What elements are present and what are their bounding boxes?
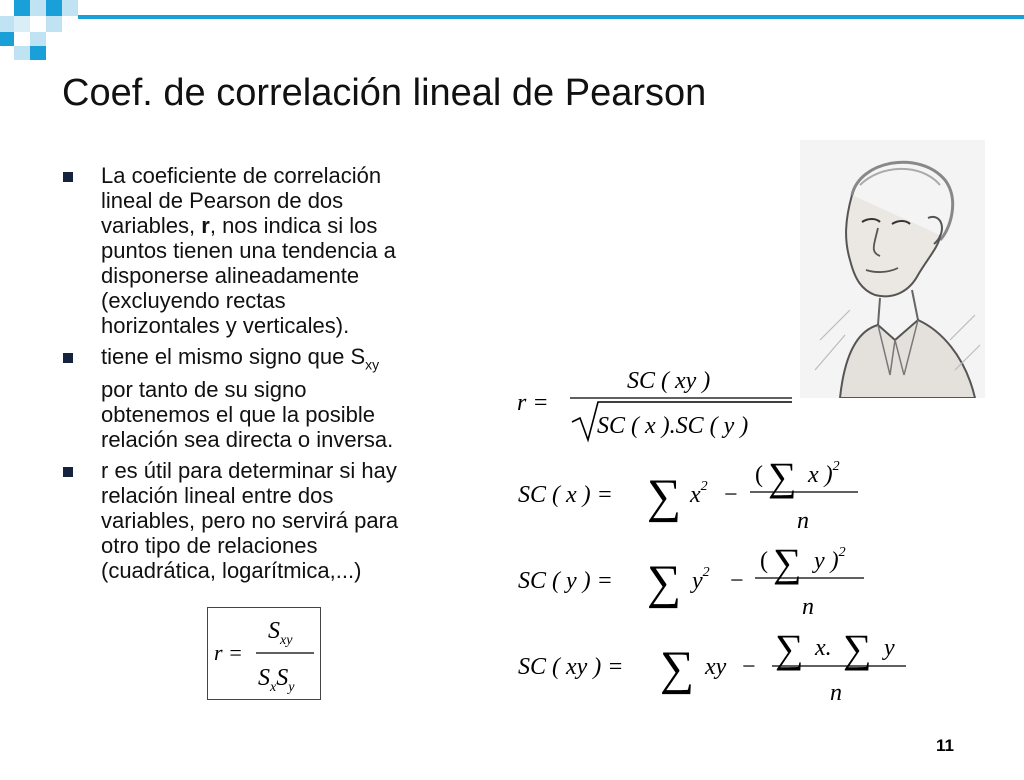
f4-num-b: y bbox=[884, 635, 895, 661]
f4-lhs: SC ( xy ) = bbox=[518, 654, 624, 680]
f4-denominator: n bbox=[830, 680, 842, 706]
f4-minus: − bbox=[742, 654, 756, 680]
f4-term: xy bbox=[705, 654, 727, 680]
f3-denominator: n bbox=[802, 594, 814, 620]
f2-num-var: x ) bbox=[808, 462, 833, 488]
f3-num-exp: 2 bbox=[838, 545, 846, 560]
bullet-item bbox=[62, 458, 482, 583]
slide-title: Coef. de correlación lineal de Pearson bbox=[62, 72, 707, 114]
formula-numerator bbox=[268, 618, 293, 648]
f2-lhs: SC ( x ) = bbox=[518, 482, 613, 508]
f3-open-paren: ( bbox=[760, 548, 768, 574]
f2-exp: 2 bbox=[700, 479, 708, 494]
deco-square bbox=[30, 46, 46, 60]
deco-square bbox=[0, 32, 14, 46]
header-decoration bbox=[0, 0, 1024, 70]
f2-numerator bbox=[807, 459, 840, 488]
pearson-formula bbox=[208, 608, 320, 699]
formula-s: S bbox=[258, 665, 270, 691]
bullet-item bbox=[62, 344, 482, 452]
deco-square bbox=[14, 0, 30, 16]
f3-exp: 2 bbox=[702, 565, 710, 580]
f2-open-paren: ( bbox=[755, 462, 763, 488]
bullet-subscript: xy bbox=[365, 356, 380, 373]
f2-term bbox=[689, 479, 708, 508]
formula-sub-xy: xy bbox=[280, 633, 293, 648]
formula-s: S bbox=[276, 665, 289, 691]
f1-numerator: SC ( xy ) bbox=[627, 368, 711, 394]
sigma-icon: ∑ bbox=[775, 626, 804, 671]
bullet-square-icon bbox=[63, 353, 73, 363]
bullet-text-part: tiene el mismo signo que S bbox=[101, 344, 366, 369]
sigma-icon: ∑ bbox=[647, 556, 682, 609]
header-rule bbox=[78, 15, 1024, 19]
bullet-list bbox=[62, 163, 482, 589]
deco-square bbox=[30, 0, 46, 16]
formula-s: S bbox=[268, 618, 280, 644]
deco-square bbox=[46, 0, 62, 16]
f2-minus: − bbox=[724, 482, 738, 508]
bullet-text: r es útil para determinar si hay relación lineal entre dos variables, pero no servirá para otro tipo de relaciones (cuadrática, logarítmica,...) bbox=[101, 458, 399, 584]
f3-numerator bbox=[812, 545, 846, 574]
sigma-icon: ∑ bbox=[773, 540, 802, 585]
f1-denominator: SC ( x ).SC ( y ) bbox=[597, 413, 749, 439]
formula-sub-y: y bbox=[288, 680, 295, 695]
f1-lhs: r = bbox=[517, 390, 549, 416]
sigma-icon: ∑ bbox=[768, 454, 797, 499]
formula-lhs: r = bbox=[214, 640, 243, 665]
bullet-text bbox=[101, 344, 482, 452]
sigma-icon: ∑ bbox=[843, 626, 872, 671]
bullet-item bbox=[62, 163, 482, 338]
f2-num-exp: 2 bbox=[832, 459, 840, 474]
sqrt-icon bbox=[572, 402, 792, 440]
f3-term bbox=[690, 565, 710, 594]
f3-num-var: y ) bbox=[814, 548, 839, 574]
f2-var: x bbox=[690, 482, 701, 508]
bullet-text-part: , nos indica si los puntos tienen una tendencia a disponerse alineadamente (excluyendo rectas horizontales y verticales). bbox=[101, 213, 396, 338]
f3-minus: − bbox=[730, 568, 744, 594]
f4-num-a: x. bbox=[815, 635, 832, 661]
sigma-icon: ∑ bbox=[647, 470, 682, 523]
f3-var: y bbox=[692, 568, 703, 594]
formula-sub-x: x bbox=[270, 680, 277, 695]
deco-square bbox=[46, 16, 62, 32]
deco-square bbox=[14, 16, 30, 32]
bullet-bold-r: r bbox=[201, 213, 210, 238]
deco-square bbox=[0, 16, 14, 32]
bullet-square-icon bbox=[63, 467, 73, 477]
deco-square bbox=[14, 46, 30, 60]
deco-square bbox=[30, 32, 46, 46]
bullet-text bbox=[101, 163, 482, 338]
bullet-text-part: por tanto de su signo obtenemos el que la posible relación sea directa o inversa. bbox=[101, 377, 394, 453]
sigma-icon: ∑ bbox=[660, 642, 695, 695]
f3-lhs: SC ( y ) = bbox=[518, 568, 613, 594]
deco-square bbox=[62, 0, 78, 16]
bullet-square-icon bbox=[63, 172, 73, 182]
f2-denominator: n bbox=[797, 508, 809, 534]
page-number: 11 bbox=[936, 736, 954, 755]
pearson-formula-box bbox=[207, 607, 321, 700]
bullet-text-part: La coeficiente de correlación lineal de Pearson de dos variables, bbox=[101, 163, 382, 238]
pearson-portrait bbox=[800, 140, 985, 398]
formula-denominator bbox=[258, 665, 295, 695]
